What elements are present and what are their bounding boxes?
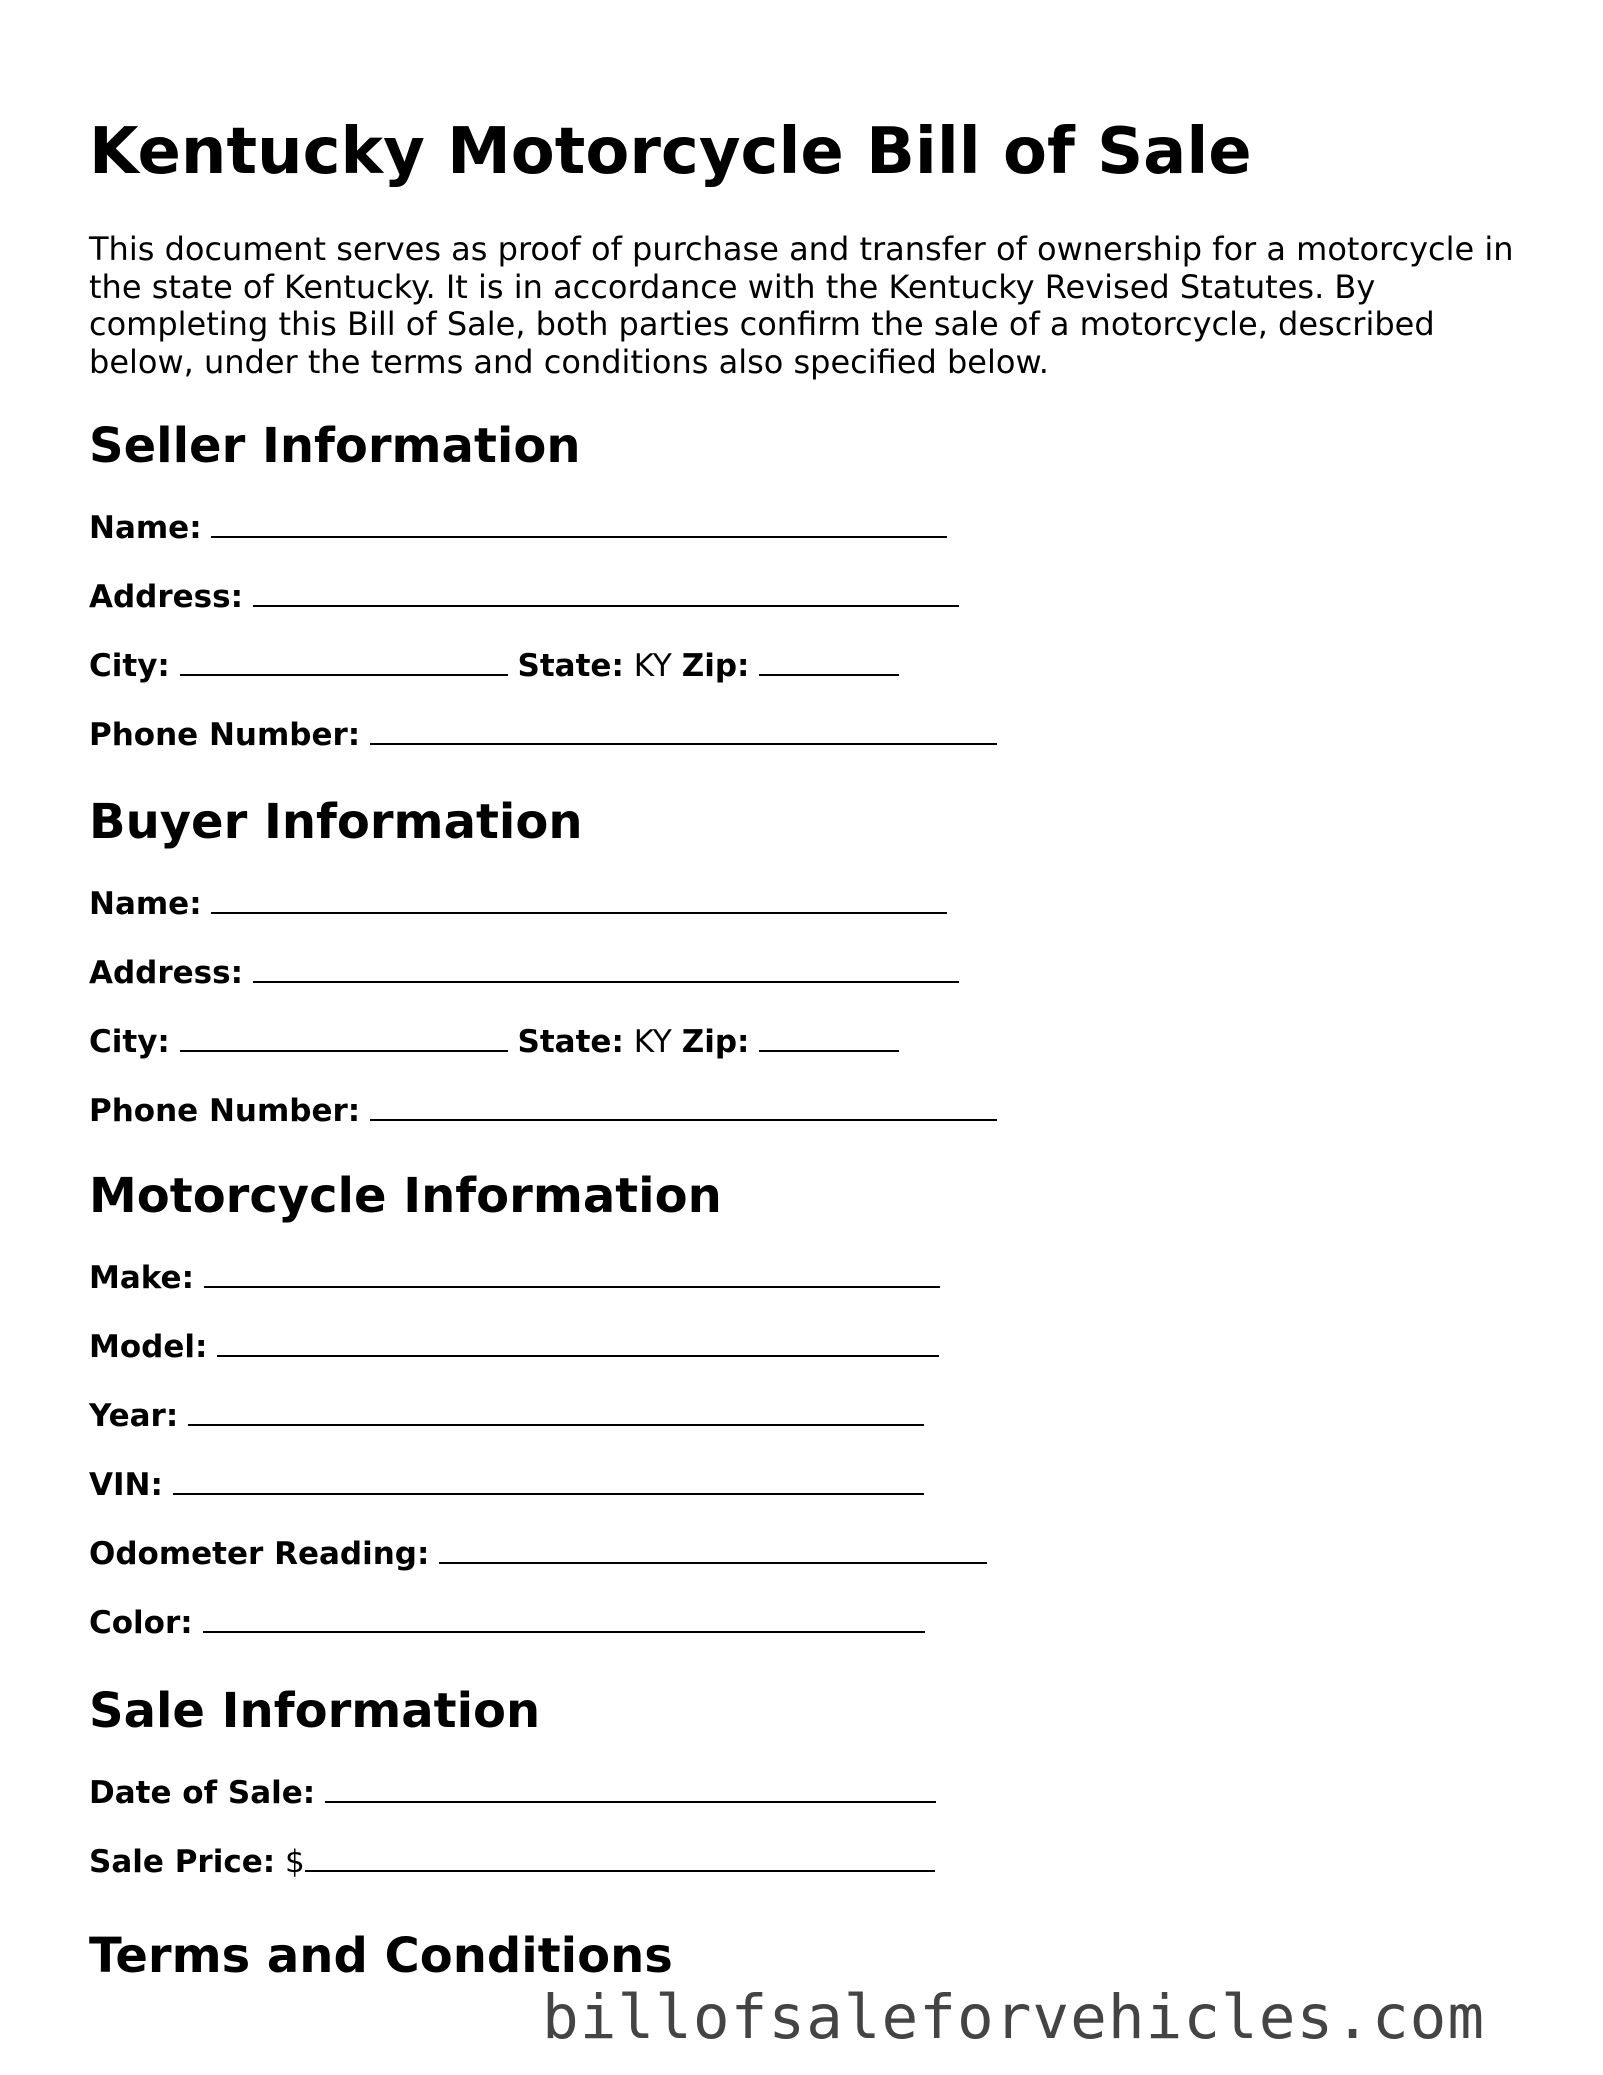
seller-phone-label: Phone Number:	[89, 717, 361, 753]
seller-name-label: Name:	[89, 510, 202, 546]
seller-city-state-zip-row	[89, 646, 899, 686]
seller-phone-field[interactable]	[370, 717, 997, 745]
terms-heading: Terms and Conditions	[89, 1928, 673, 1984]
buyer-phone-row	[89, 1091, 997, 1131]
date-of-sale-row	[89, 1773, 936, 1813]
motorcycle-heading: Motorcycle Information	[89, 1168, 722, 1224]
currency-symbol: $	[284, 1844, 305, 1880]
vin-field[interactable]	[173, 1467, 924, 1495]
seller-zip-label: Zip:	[681, 648, 750, 684]
buyer-name-row	[89, 884, 947, 924]
year-label: Year:	[89, 1398, 179, 1434]
buyer-heading: Buyer Information	[89, 794, 583, 850]
seller-city-label: City:	[89, 648, 170, 684]
seller-address-field[interactable]	[253, 579, 959, 607]
sale-price-row	[89, 1842, 935, 1882]
color-label: Color:	[89, 1605, 193, 1641]
intro-paragraph: This document serves as proof of purchase and transfer of ownership for a motorcycle in the state of Kentucky. It is in accordance with the Kentucky Revised Statutes. By completing this Bill of Sale, both parties confirm the sale of a motorcycle, described below, under the terms and conditions also specified below.	[89, 230, 1514, 381]
odometer-field[interactable]	[439, 1536, 987, 1564]
seller-heading: Seller Information	[89, 418, 581, 474]
buyer-state-label: State:	[517, 1024, 624, 1060]
year-row	[89, 1396, 924, 1436]
seller-name-field[interactable]	[211, 510, 947, 538]
model-label: Model:	[89, 1329, 208, 1365]
seller-address-label: Address:	[89, 579, 243, 615]
buyer-name-label: Name:	[89, 886, 202, 922]
seller-zip-field[interactable]	[759, 648, 899, 676]
make-label: Make:	[89, 1260, 194, 1296]
sale-price-field[interactable]	[305, 1844, 935, 1872]
buyer-zip-label: Zip:	[681, 1024, 750, 1060]
vin-row	[89, 1465, 924, 1505]
odometer-row	[89, 1534, 987, 1574]
color-field[interactable]	[203, 1605, 925, 1633]
make-row	[89, 1258, 940, 1298]
seller-address-row	[89, 577, 959, 617]
buyer-address-label: Address:	[89, 955, 243, 991]
seller-name-row	[89, 508, 947, 548]
make-field[interactable]	[204, 1260, 940, 1288]
seller-phone-row	[89, 715, 997, 755]
buyer-phone-field[interactable]	[370, 1093, 997, 1121]
document-title: Kentucky Motorcycle Bill of Sale	[89, 115, 1252, 189]
buyer-city-label: City:	[89, 1024, 170, 1060]
buyer-address-row	[89, 953, 959, 993]
model-field[interactable]	[217, 1329, 939, 1357]
seller-state-value: KY	[633, 648, 672, 684]
odometer-label: Odometer Reading:	[89, 1536, 430, 1572]
buyer-zip-field[interactable]	[759, 1024, 899, 1052]
buyer-city-field[interactable]	[180, 1024, 508, 1052]
seller-state-label: State:	[517, 648, 624, 684]
vin-label: VIN:	[89, 1467, 163, 1503]
buyer-state-value: KY	[633, 1024, 672, 1060]
sale-price-label: Sale Price:	[89, 1844, 276, 1880]
model-row	[89, 1327, 939, 1367]
seller-city-field[interactable]	[180, 648, 508, 676]
watermark: billofsaleforvehicles.com	[542, 1982, 1486, 2053]
date-of-sale-label: Date of Sale:	[89, 1775, 316, 1811]
color-row	[89, 1603, 925, 1643]
sale-heading: Sale Information	[89, 1683, 541, 1739]
year-field[interactable]	[188, 1398, 924, 1426]
buyer-city-state-zip-row	[89, 1022, 899, 1062]
buyer-phone-label: Phone Number:	[89, 1093, 361, 1129]
buyer-address-field[interactable]	[253, 955, 959, 983]
date-of-sale-field[interactable]	[325, 1775, 936, 1803]
buyer-name-field[interactable]	[211, 886, 947, 914]
